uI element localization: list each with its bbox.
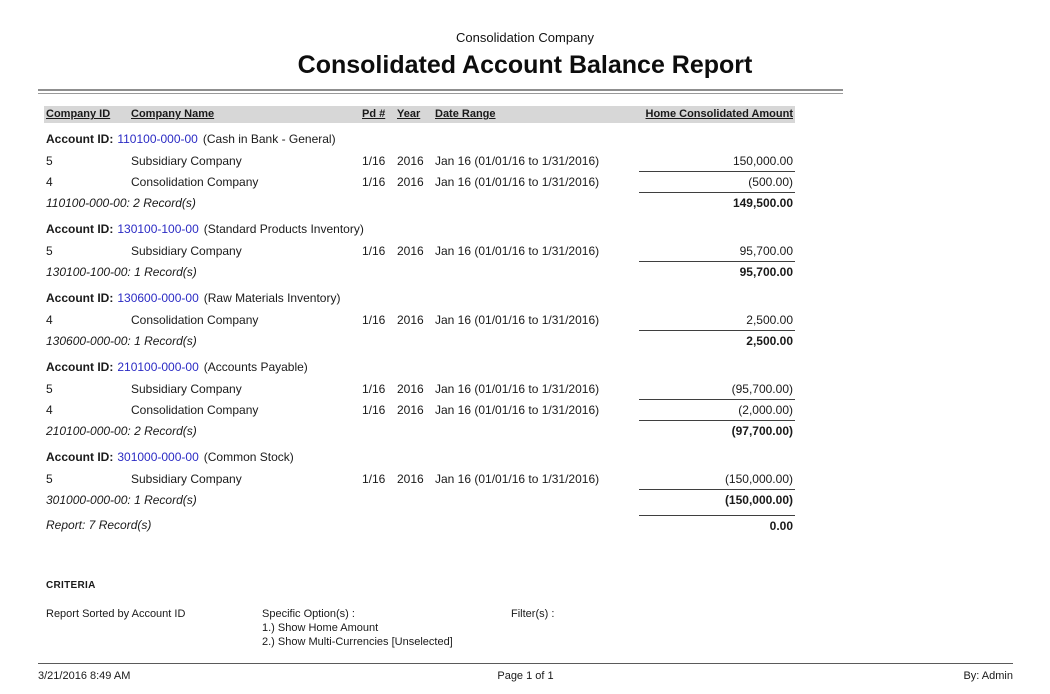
cell-year: 2016 bbox=[397, 472, 424, 486]
account-group-header bbox=[44, 357, 795, 377]
cell-year: 2016 bbox=[397, 403, 424, 417]
footer-datetime: 3/21/2016 8:49 AM bbox=[38, 670, 131, 682]
account-id-link[interactable]: 110100-000-00 bbox=[117, 132, 198, 146]
table-row bbox=[44, 310, 795, 331]
account-id-link[interactable]: 210100-000-00 bbox=[117, 360, 199, 374]
account-id-label: Account ID: bbox=[46, 360, 114, 374]
account-description: (Standard Products Inventory) bbox=[203, 222, 364, 236]
account-id-link[interactable]: 301000-000-00 bbox=[117, 450, 199, 464]
account-description: (Accounts Payable) bbox=[203, 360, 308, 374]
column-header-company-id-label: Company ID bbox=[46, 108, 111, 120]
cell-company-name: Subsidiary Company bbox=[131, 244, 242, 258]
cell-period: 1/16 bbox=[362, 472, 386, 486]
table-row bbox=[44, 241, 795, 262]
report-total-amount: 0.00 bbox=[639, 515, 795, 536]
column-header-company-name bbox=[131, 106, 362, 123]
cell-amount: (95,700.00) bbox=[639, 379, 795, 400]
cell-company-name: Subsidiary Company bbox=[131, 154, 242, 168]
subtotal-label: 130600-000-00: 1 Record(s) bbox=[46, 334, 197, 348]
cell-date-range: Jan 16 (01/01/16 to 1/31/2016) bbox=[435, 175, 600, 189]
cell-company-id: 4 bbox=[46, 313, 53, 327]
subtotal-amount: 149,500.00 bbox=[732, 196, 793, 210]
cell-period: 1/16 bbox=[362, 313, 386, 327]
cell-amount: 95,700.00 bbox=[639, 241, 795, 262]
subtotal-label: 210100-000-00: 2 Record(s) bbox=[46, 424, 197, 438]
table-row bbox=[44, 172, 795, 193]
cell-date-range: Jan 16 (01/01/16 to 1/31/2016) bbox=[435, 403, 600, 417]
cell-company-id: 5 bbox=[46, 472, 53, 486]
column-header-company-id bbox=[44, 106, 131, 123]
account-description: (Cash in Bank - General) bbox=[202, 132, 336, 146]
account-group-header bbox=[44, 219, 795, 239]
subtotal-label: 110100-000-00: 2 Record(s) bbox=[46, 196, 196, 210]
cell-company-id: 5 bbox=[46, 244, 53, 258]
cell-company-id: 5 bbox=[46, 382, 53, 396]
subtotal-label: 130100-100-00: 1 Record(s) bbox=[46, 265, 197, 279]
cell-year: 2016 bbox=[397, 313, 424, 327]
report-table bbox=[44, 106, 795, 536]
account-subtotal-row bbox=[44, 490, 795, 510]
column-header-year bbox=[397, 106, 435, 123]
criteria-filters-label: Filter(s) : bbox=[511, 608, 555, 620]
report-title: Consolidated Account Balance Report bbox=[297, 51, 753, 79]
cell-amount: (150,000.00) bbox=[639, 469, 795, 490]
footer-page-number: Page 1 of 1 bbox=[497, 670, 554, 682]
account-subtotal-row bbox=[44, 193, 795, 213]
subtotal-amount: 2,500.00 bbox=[746, 334, 793, 348]
specific-option: 2.) Show Multi-Currencies [Unselected] bbox=[262, 636, 453, 648]
column-header-date-range bbox=[435, 106, 639, 123]
column-header-company-name-label: Company Name bbox=[131, 108, 215, 120]
cell-amount: 150,000.00 bbox=[639, 151, 795, 172]
cell-amount: (2,000.00) bbox=[639, 400, 795, 421]
footer-author: By: Admin bbox=[963, 670, 1013, 682]
cell-year: 2016 bbox=[397, 175, 424, 189]
title-divider bbox=[38, 89, 843, 94]
cell-date-range: Jan 16 (01/01/16 to 1/31/2016) bbox=[435, 472, 600, 486]
cell-company-name: Subsidiary Company bbox=[131, 472, 242, 486]
column-header-year-label: Year bbox=[397, 108, 421, 120]
cell-company-name: Subsidiary Company bbox=[131, 382, 242, 396]
page-footer bbox=[38, 663, 1013, 682]
cell-date-range: Jan 16 (01/01/16 to 1/31/2016) bbox=[435, 154, 600, 168]
cell-date-range: Jan 16 (01/01/16 to 1/31/2016) bbox=[435, 244, 600, 258]
table-row bbox=[44, 400, 795, 421]
column-header-amount-label: Home Consolidated Amount bbox=[645, 108, 793, 120]
column-header-period-label: Pd # bbox=[362, 108, 386, 120]
table-row bbox=[44, 379, 795, 400]
account-subtotal-row bbox=[44, 331, 795, 351]
cell-amount: (500.00) bbox=[639, 172, 795, 193]
account-subtotal-row bbox=[44, 421, 795, 441]
column-header-amount bbox=[639, 106, 795, 123]
criteria-heading: CRITERIA bbox=[46, 580, 96, 591]
report-company-name: Consolidation Company bbox=[455, 30, 595, 45]
account-id-label: Account ID: bbox=[46, 291, 114, 305]
column-header-period bbox=[362, 106, 397, 123]
table-header-row bbox=[44, 106, 795, 123]
column-header-date-range-label: Date Range bbox=[435, 108, 496, 120]
account-description: (Raw Materials Inventory) bbox=[203, 291, 341, 305]
table-row bbox=[44, 151, 795, 172]
subtotal-amount: 95,700.00 bbox=[739, 265, 793, 279]
cell-amount: 2,500.00 bbox=[639, 310, 795, 331]
account-description: (Common Stock) bbox=[203, 450, 294, 464]
cell-period: 1/16 bbox=[362, 403, 386, 417]
account-group-header bbox=[44, 129, 795, 149]
cell-company-id: 4 bbox=[46, 403, 53, 417]
cell-year: 2016 bbox=[397, 244, 424, 258]
report-total-label: Report: 7 Record(s) bbox=[46, 518, 152, 532]
account-id-label: Account ID: bbox=[46, 450, 114, 464]
cell-company-name: Consolidation Company bbox=[131, 313, 259, 327]
account-group-header bbox=[44, 288, 795, 308]
table-row bbox=[44, 469, 795, 490]
cell-period: 1/16 bbox=[362, 382, 386, 396]
criteria-specific-options bbox=[262, 608, 511, 650]
cell-year: 2016 bbox=[397, 382, 424, 396]
criteria-sorted-by: Report Sorted by Account ID bbox=[46, 608, 186, 620]
cell-company-id: 5 bbox=[46, 154, 53, 168]
account-id-link[interactable]: 130100-100-00 bbox=[117, 222, 199, 236]
subtotal-amount: (97,700.00) bbox=[731, 424, 793, 438]
account-group-header bbox=[44, 447, 795, 467]
criteria-section bbox=[46, 580, 1050, 650]
criteria-details bbox=[46, 608, 1050, 650]
cell-date-range: Jan 16 (01/01/16 to 1/31/2016) bbox=[435, 313, 600, 327]
account-id-link[interactable]: 130600-000-00 bbox=[117, 291, 199, 305]
specific-options-label: Specific Option(s) : bbox=[262, 608, 355, 620]
specific-option: 1.) Show Home Amount bbox=[262, 622, 379, 634]
account-id-label: Account ID: bbox=[46, 132, 114, 146]
subtotal-label: 301000-000-00: 1 Record(s) bbox=[46, 493, 197, 507]
cell-date-range: Jan 16 (01/01/16 to 1/31/2016) bbox=[435, 382, 600, 396]
report-total-row bbox=[44, 515, 795, 536]
cell-period: 1/16 bbox=[362, 154, 386, 168]
cell-year: 2016 bbox=[397, 154, 424, 168]
cell-company-name: Consolidation Company bbox=[131, 403, 259, 417]
subtotal-amount: (150,000.00) bbox=[724, 493, 793, 507]
account-id-label: Account ID: bbox=[46, 222, 114, 236]
cell-period: 1/16 bbox=[362, 244, 386, 258]
cell-company-id: 4 bbox=[46, 175, 53, 189]
cell-period: 1/16 bbox=[362, 175, 386, 189]
account-subtotal-row bbox=[44, 262, 795, 282]
cell-company-name: Consolidation Company bbox=[131, 175, 259, 189]
